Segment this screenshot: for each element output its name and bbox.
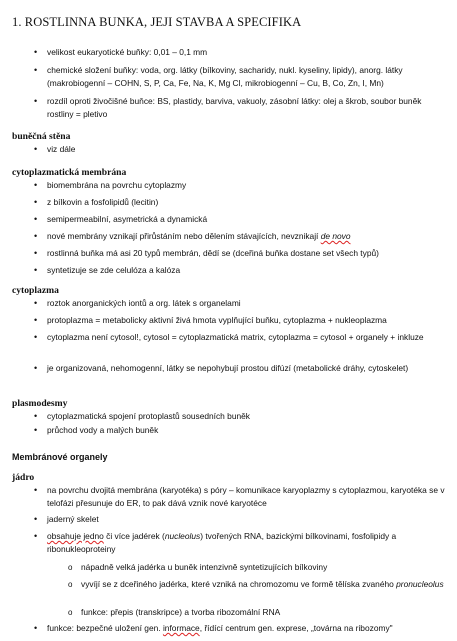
sub-list-item bbox=[81, 578, 449, 591]
section-heading-cytoplazma: cytoplazma bbox=[12, 285, 59, 296]
page-title: 1. ROSTLINNA BUNKA, JEJI STAVBA A SPECIFIKA bbox=[12, 15, 302, 29]
list-item: • semipermeabilní, asymetrická a dynamická bbox=[47, 213, 449, 226]
list-item: • roztok anorganických iontů a org. látek s organelami bbox=[47, 297, 449, 310]
list-item: • jaderný skelet bbox=[47, 513, 449, 526]
section-heading-plasmodesmy: plasmodesmy bbox=[12, 398, 68, 409]
list-item: • průchod vody a malých buněk bbox=[47, 424, 449, 437]
list-item: • z bílkovin a fosfolipidů (lecitin) bbox=[47, 196, 449, 209]
list-item bbox=[47, 530, 449, 556]
section-heading-stena: buněčná stěna bbox=[12, 131, 71, 142]
jadro-text-b: či více jadérek ( bbox=[103, 531, 165, 541]
de-novo-text: de novo bbox=[320, 231, 351, 241]
list-item: • viz dále bbox=[47, 143, 449, 156]
sub-list-item: o nápadně velká jadérka u buněk intenzivně syntetizujících bílkoviny bbox=[81, 561, 449, 574]
list-item bbox=[47, 230, 449, 243]
jadro-text-a: obsahuje jedno bbox=[47, 531, 104, 541]
list-item: • velikost eukaryotické buňky: 0,01 – 0,1 mm bbox=[47, 46, 449, 59]
jadro-text-d: ) tvořených RNA, bazickými bílkovinami, fosfolipidy a ribonukleoproteiny bbox=[47, 531, 397, 554]
list-item: • rozdíl oproti živočišné buňce: BS, plastidy, barviva, vakuoly, zásobní látky: olej a škrob, soubor buněk rostliny = pletivo bbox=[47, 95, 449, 121]
jadro-text-4c: , řídící centrum gen. exprese, „továrna na ribozomy" bbox=[199, 623, 393, 633]
list-item: • cytoplazmatická spojení protoplastů sousedních buněk bbox=[47, 410, 449, 423]
list-item: • syntetizuje se zde celulóza a kalóza bbox=[47, 264, 449, 277]
sub-list-item: o funkce: přepis (transkripce) a tvorba ribozomální RNA bbox=[81, 606, 449, 619]
section-heading-membrana: cytoplazmatická membrána bbox=[12, 167, 127, 178]
section-heading-organely: Membránové organely bbox=[12, 452, 108, 462]
membrana-item-text: nové membrány vznikají přirůstáním nebo dělením stávajících, nevznikají bbox=[47, 231, 321, 241]
list-item: • rostlinná buňka má asi 20 typů membrán, dědí se (dceřiná buňka dostane set všech typů) bbox=[47, 247, 449, 260]
informace-text: informace bbox=[162, 623, 200, 633]
jadro-text-4a: funkce: bezpečné uložení gen. bbox=[47, 623, 163, 633]
list-item: • je organizovaná, nehomogenní, látky se nepohybují prostou difúzí (metabolické dráhy, cytoskelet) bbox=[47, 362, 449, 375]
list-item: • biomembrána na povrchu cytoplazmy bbox=[47, 179, 449, 192]
list-item: • chemické složení buňky: voda, org. látky (bílkoviny, sacharidy, nukl. kyseliny, lipidy), anorg. látky (makrobiogenní – COHN, S, P, Ca, Fe, Na, K, Mg Cl, mikrobiogenní – Cu, B, Co, Zn, I, Mn) bbox=[47, 64, 449, 90]
list-item: • protoplazma = metabolicky aktivní živá hmota vyplňující buňku, cytoplazma + nukleoplazma bbox=[47, 314, 449, 327]
section-heading-jadro: jádro bbox=[12, 472, 35, 483]
list-item: • cytoplazma není cytosol!, cytosol = cytoplazmatická matrix, cytoplazma = cytosol + organely + inkluze bbox=[47, 331, 449, 344]
pronucleolus-text: pronucleolus bbox=[396, 579, 444, 589]
list-item bbox=[47, 622, 449, 635]
list-item: • na povrchu dvojitá membrána (karyotéka) s póry – komunikace karyoplazmy s cytoplazmou, karyotéka se v telofázi přesunuje do ER, to pak dává vznik nové karyotéce bbox=[47, 484, 449, 510]
sub-item-text: vyvíjí se z dceřiného jadérka, které vzniká na chromozomu ve formě tělíska zvaného bbox=[81, 579, 397, 589]
nucleolus-text: nucleolus bbox=[164, 531, 201, 541]
